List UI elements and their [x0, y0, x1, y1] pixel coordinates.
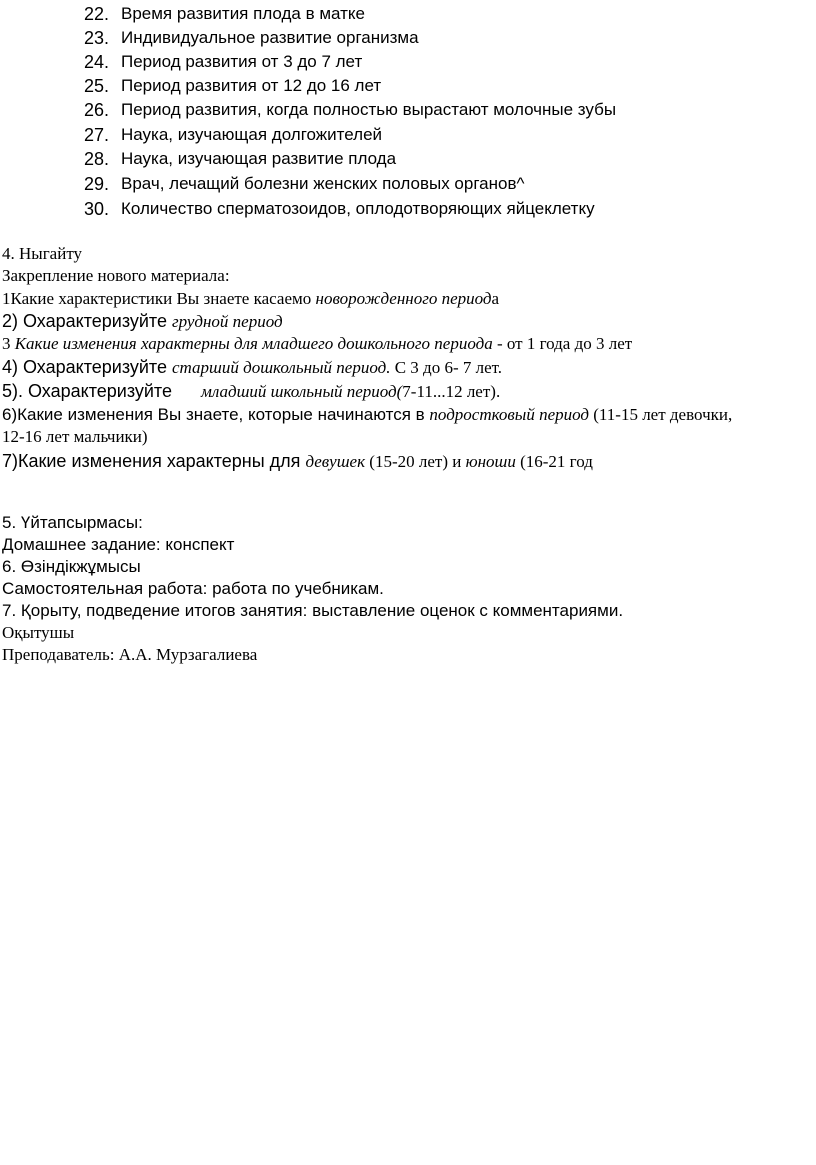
- question-3: [2, 333, 632, 355]
- question-text: а: [491, 289, 500, 308]
- question-text: 3: [2, 334, 15, 353]
- lesson-summary: 7. Қорыту, подведение итогов занятия: выставление оценок с комментариями.: [2, 601, 624, 620]
- question-6: [2, 404, 732, 426]
- list-number: 23.: [84, 28, 110, 48]
- list-number: 27.: [84, 125, 110, 145]
- list-number: 30.: [84, 199, 110, 219]
- list-text: Индивидуальное развитие организма: [121, 28, 419, 47]
- list-text: Период развития, когда полностью вырастают молочные зубы: [121, 100, 617, 119]
- question-text: 5). Охарактеризуйте: [2, 381, 177, 401]
- selfwork-heading: 6. Өзіндікжұмысы: [2, 557, 141, 576]
- question-2: [2, 310, 283, 333]
- question-text: 1Какие характеристики Вы знаете касаемо: [2, 289, 316, 308]
- question-term: юноши: [465, 452, 516, 471]
- list-text: Врач, лечащий болезни женских половых органов^: [121, 174, 525, 193]
- list-text: Время развития плода в матке: [121, 4, 366, 23]
- list-number: 26.: [84, 100, 110, 120]
- question-4: [2, 356, 502, 379]
- question-text: (16-21 год: [515, 452, 593, 471]
- question-text: 2) Охарактеризуйте: [2, 311, 172, 331]
- teacher-label-kz: Оқытушы: [2, 623, 75, 642]
- question-term: подростковый период: [429, 405, 589, 424]
- list-number: 28.: [84, 149, 110, 169]
- question-text: 6)Какие изменения Вы знаете, которые начинаются в: [2, 405, 430, 424]
- question-term: новорожденного период: [315, 289, 492, 308]
- question-term: младший школьный период(: [201, 382, 403, 401]
- question-text: (15-20 лет) и: [365, 452, 466, 471]
- section-heading: 4. Ныгайту: [2, 244, 83, 263]
- question-5: [2, 380, 500, 403]
- question-term: грудной период: [172, 312, 283, 331]
- teacher-name: Преподаватель: А.А. Мурзагалиева: [2, 645, 258, 664]
- list-number: 29.: [84, 174, 110, 194]
- list-number: 24.: [84, 52, 110, 72]
- list-text: Период развития от 3 до 7 лет: [121, 52, 363, 71]
- list-text: Период развития от 12 до 16 лет: [121, 76, 382, 95]
- question-text: С 3 до 6- 7 лет.: [390, 358, 503, 377]
- section-subheading: Закрепление нового материала:: [2, 266, 230, 285]
- question-1: [2, 288, 499, 310]
- question-text: 7)Какие изменения характерны для: [2, 451, 306, 471]
- selfwork-text: Самостоятельная работа: работа по учебникам.: [2, 579, 384, 598]
- question-term: девушек: [305, 452, 366, 471]
- question-text: (11-15 лет девочки,: [589, 405, 733, 424]
- question-text: - от 1 года до 3 лет: [492, 334, 633, 353]
- list-text: Количество сперматозоидов, оплодотворяющих яйцеклетку: [121, 199, 595, 218]
- question-6-continued: 12-16 лет мальчики): [2, 427, 148, 446]
- list-text: Наука, изучающая долгожителей: [121, 125, 383, 144]
- list-text: Наука, изучающая развитие плода: [121, 149, 397, 168]
- homework-heading: 5. Үйтапсырмасы:: [2, 513, 143, 532]
- question-term: старший дошкольный период.: [172, 358, 391, 377]
- list-number: 22.: [84, 4, 110, 24]
- question-text: 4) Охарактеризуйте: [2, 357, 172, 377]
- homework-text: Домашнее задание: конспект: [2, 535, 235, 554]
- question-term: Какие изменения характерны для младшего дошкольного периода: [14, 334, 493, 353]
- question-7: [2, 450, 593, 473]
- question-text: 7-11...12 лет).: [402, 382, 501, 401]
- list-number: 25.: [84, 76, 110, 96]
